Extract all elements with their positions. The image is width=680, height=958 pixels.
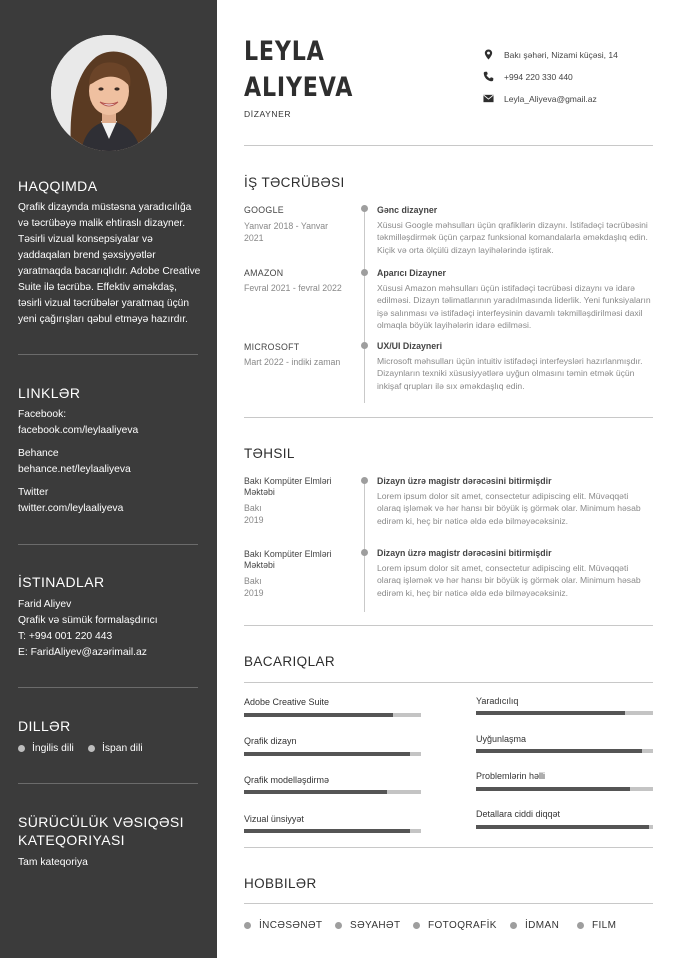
skill-bar	[476, 711, 653, 715]
reference-title: Qrafik və sümük formalaşdırıcı	[18, 615, 158, 626]
phone-icon	[483, 71, 494, 82]
skill-label: Problemlərin həlli	[476, 771, 546, 781]
job-role: DİZAYNER	[244, 109, 292, 119]
link-label-facebook: Facebook:	[18, 409, 67, 420]
skill-label: Adobe Creative Suite	[244, 697, 330, 707]
references-heading: İSTINADLAR	[18, 574, 105, 590]
bullet-icon	[88, 745, 95, 752]
timeline-line	[364, 206, 365, 403]
skill-bar-fill	[244, 713, 393, 717]
timeline-dot	[361, 342, 368, 349]
experience-heading: İŞ TƏCRÜBƏSI	[244, 175, 345, 190]
skill-bar	[476, 825, 653, 829]
job-dates: Mart 2022 - indiki zaman	[244, 357, 341, 367]
section-divider	[244, 903, 653, 904]
degree-title: Dizayn üzrə magistr dərəcəsini bitirmişdir	[377, 548, 552, 558]
email-icon	[483, 93, 494, 104]
degree-title: Dizayn üzrə magistr dərəcəsini bitirmişdir	[377, 476, 552, 486]
skill-bar-fill	[244, 752, 410, 756]
skill-label: Vizual ünsiyyət	[244, 814, 304, 824]
job-description: Microsoft məhsulları üçün intuitiv istifadəçi interfeysləri hazırlanmışdır. Dizaynların texniki xüsusiyyətlərə uyğun olmasını təmin etmək üçün inkişaf qrupları ilə sıx əməkdaşlıq edin.	[377, 356, 643, 391]
company-name: AMAZON	[244, 268, 284, 278]
reference-name: Farid Aliyev	[18, 599, 72, 610]
skill-bar	[244, 713, 421, 717]
language-item	[18, 743, 74, 754]
hobby-item	[413, 920, 497, 931]
school-name: Bakı Kompüter Elmləri Məktəbi	[244, 549, 332, 570]
job-title: Gənc dizayner	[377, 205, 438, 215]
sidebar	[0, 0, 217, 958]
link-label-behance: Behance	[18, 448, 59, 459]
language-label: İspan dili	[102, 743, 143, 754]
degree-description: Lorem ipsum dolor sit amet, consectetur adipiscing elit. Müvəqqəti olaraq işləmək və hər hansı bir böyük iş görmək olar. Minimum həsab edirəm ki, heç bir nəticə əldə edə bilməyəcəksiniz.	[377, 563, 641, 598]
job-description: Xüsusi Amazon məhsulları üçün istifadəçi təcrübəsi dizaynı və idarə edilməsi. Dizayn təlimatlarının yaradılmasında liderlik. Yeni funksiyaların işə salınması və istifadəçi interfeysinin davamlı təkmilləşdirilməsi daxil olmaqla böyük layihələrin idarə edilməsi.	[377, 283, 651, 331]
hobby-label: İDMAN	[525, 920, 560, 931]
contact-address	[483, 49, 618, 60]
location-pin-icon	[483, 49, 494, 60]
skill-bar-fill	[476, 749, 642, 753]
skill-bar-fill	[244, 829, 410, 833]
language-label: İngilis dili	[32, 743, 74, 754]
skill-bar	[476, 749, 653, 753]
section-divider	[244, 145, 653, 146]
school-year: 2019	[244, 515, 264, 525]
first-name: LEYLA	[244, 36, 325, 67]
bullet-icon	[244, 922, 251, 929]
hobby-item	[510, 920, 559, 931]
address-text: Bakı şəhəri, Nizami küçəsi, 14	[504, 49, 618, 60]
timeline-dot	[361, 269, 368, 276]
school-year: 2019	[244, 588, 264, 598]
contact-phone	[483, 71, 573, 82]
skill-label: Uyğunlaşma	[476, 734, 527, 744]
skill-label: Yaradıcılıq	[476, 696, 519, 706]
timeline-line	[364, 478, 365, 612]
hobby-label: SƏYAHƏT	[350, 920, 401, 931]
contact-email	[483, 93, 597, 104]
bullet-icon	[18, 745, 25, 752]
skill-bar-fill	[476, 787, 630, 791]
school-name: Bakı Kompüter Elmləri Məktəbi	[244, 476, 332, 497]
sidebar-divider	[18, 783, 198, 784]
hobby-label: FOTOQRAFİK	[428, 920, 497, 931]
section-divider	[244, 847, 653, 848]
last-name: ALIYEVA	[244, 72, 354, 103]
language-item	[88, 743, 143, 754]
job-title: UX/UI Dizayneri	[377, 341, 443, 351]
sidebar-divider	[18, 544, 198, 545]
education-heading: TƏHSIL	[244, 446, 295, 461]
company-name: MICROSOFT	[244, 342, 300, 352]
skill-bar	[244, 752, 421, 756]
link-behance[interactable]: behance.net/leylaaliyeva	[18, 464, 131, 475]
section-divider	[244, 682, 653, 683]
links-heading: LINKLƏR	[18, 385, 81, 401]
job-description: Xüsusi Google məhsulları üçün qrafiklərin dizaynı. İstifadəçi təcrübəsini təkmilləşdirmək üçün çarpaz funksional komandalarla əməkdaşlıq edin. Kiçik və orta ölçülü dizayn layihələrində iştirak.	[377, 220, 648, 255]
license-heading-line2: KATEQORIYASI	[18, 832, 125, 848]
skills-heading: BACARIQLAR	[244, 654, 336, 669]
job-dates: Yanvar 2018 - Yanvar 2021	[244, 221, 329, 243]
timeline-dot	[361, 205, 368, 212]
portrait-image	[51, 35, 167, 151]
job-dates: Fevral 2021 - fevral 2022	[244, 283, 342, 293]
phone-text[interactable]: +994 220 330 440	[504, 71, 573, 82]
section-divider	[244, 417, 653, 418]
skill-label: Qrafik dizayn	[244, 736, 297, 746]
about-text: Qrafik dizaynda müstəsna yaradıcılığa və təcrübəyə malik ehtiraslı dizayner. Təsirli vizual konsepsiyalar və yaddaqalan brend şəxsiyyətlər yaratmaqda bacarıqlıdır. Adobe Creative Suite ilə təcrübə. Effektiv əməkdaş, təsirli vizual təcrübələr yaratmaq üçün yeni çağırışları qəbul etməyə hazırdır.	[18, 202, 201, 325]
skill-label: Detallara ciddi diqqət	[476, 809, 561, 819]
email-text[interactable]: Leyla_Aliyeva@gmail.az	[504, 93, 597, 104]
languages-heading: DILLƏR	[18, 718, 71, 734]
hobby-item	[244, 920, 322, 931]
degree-description: Lorem ipsum dolor sit amet, consectetur adipiscing elit. Müvəqqəti olaraq işləmək və hər hansı bir böyük iş görmək olar. Minimum həsab edirəm ki, heç bir nəticə əldə edə bilməyəcəksiniz.	[377, 491, 641, 526]
sidebar-divider	[18, 687, 198, 688]
school-city: Bakı	[244, 503, 262, 513]
reference-phone: T: +994 001 220 443	[18, 631, 113, 642]
hobby-label: FILM	[592, 920, 617, 931]
reference-email: E: FaridAliyev@azərimail.az	[18, 647, 147, 658]
section-divider	[244, 625, 653, 626]
hobby-label: İNCƏSƏNƏT	[259, 920, 323, 931]
skill-label: Qrafik modelləşdirmə	[244, 775, 330, 785]
link-facebook[interactable]: facebook.com/leylaaliyeva	[18, 425, 139, 436]
skill-bar-fill	[244, 790, 387, 794]
timeline-dot	[361, 477, 368, 484]
license-value: Tam kateqoriya	[18, 857, 88, 868]
timeline-dot	[361, 549, 368, 556]
bullet-icon	[413, 922, 420, 929]
link-twitter[interactable]: twitter.com/leylaaliyeva	[18, 503, 124, 514]
job-title: Aparıcı Dizayner	[377, 268, 446, 278]
hobby-item	[577, 920, 616, 931]
bullet-icon	[577, 922, 584, 929]
license-heading-line1: SÜRÜCÜLÜK VƏSIQƏSI	[18, 814, 184, 830]
hobby-item	[335, 920, 400, 931]
bullet-icon	[335, 922, 342, 929]
link-label-twitter: Twitter	[18, 487, 49, 498]
company-name: GOOGLE	[244, 205, 284, 215]
bullet-icon	[510, 922, 517, 929]
profile-photo	[51, 35, 167, 151]
skill-bar-fill	[476, 711, 625, 715]
about-heading: HAQQIMDA	[18, 178, 98, 194]
skill-bar	[476, 787, 653, 791]
school-city: Bakı	[244, 576, 262, 586]
skill-bar-fill	[476, 825, 649, 829]
sidebar-divider	[18, 354, 198, 355]
skill-bar	[244, 790, 421, 794]
skill-bar	[244, 829, 421, 833]
hobbies-heading: HOBBILƏR	[244, 876, 317, 891]
